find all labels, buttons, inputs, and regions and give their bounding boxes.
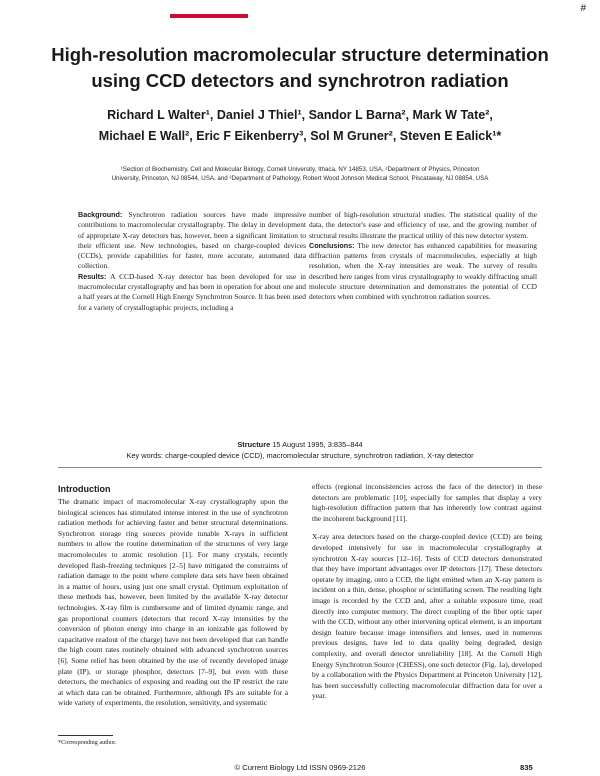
header-accent-bar — [170, 14, 248, 18]
abstract-conclusions-label: Conclusions: — [309, 240, 355, 250]
author-line-2: Michael E Wall², Eric F Eikenberry³, Sol M Gruner², Steven E Ealick¹* — [98, 129, 502, 143]
abstract-results-text: A CCD-based X-ray detector has been developed for use in macromolecular crystallography and has been in operation for about one and a half years at the Cornell High Energy Synchrotron Source. It has been used for a variety of crystallographic projects, including a — [78, 271, 306, 312]
introduction-heading: Introduction — [58, 484, 111, 494]
section-divider — [58, 467, 542, 468]
keywords-line: Key words: charge-coupled device (CCD), macromolecular structure, synchrotron radiation, X-ray detector — [126, 451, 474, 460]
affiliation-line-1: ¹Section of Biochemistry, Cell and Molecular Biology, Cornell University, Ithaca, NY 14853, USA, ²Department of Physics, Princeton — [120, 166, 480, 173]
author-list — [30, 105, 570, 147]
author-line-1: Richard L Walter¹, Daniel J Thiel¹, Sandor L Barna², Mark W Tate², — [107, 108, 493, 122]
title-line-2: using CCD detectors and synchrotron radiation — [91, 70, 509, 91]
intro-paragraph-1: The dramatic impact of macromolecular X-ray crystallography upon the biological sciences has stimulated intense interest in the use of synchrotron radiation methods for achieving faster and better structural determinations. Synchrotron storage ring sources provide tunable X-rays in sufficient numbers to allow the routine determination of the structures of very large macromolecules to atomic resolution [1]. For many crystals, recently developed flash-freezing techniques [2–5] have mitigated the constraints of radiation damage to the point where complete data sets have been obtained in a matter of hours, using just one small crystal. Optimum exploitation of these methods has, however, been limited by the available X-ray detector technologies. X-ray film is cumbersome and of limited dynamic range, and gas proportional counters (detectors that record X-ray intensities by the conversion of photon energy into charge in an ionizable gas followed by capacitative readout of the charge) have not been developed that can handle the high count rates routinely obtained with advanced synchrotron sources [6]. Some relief has been obtained by the use of recently developed image plate (IP), or storage phosphor, detectors [7–9], but even with these detectors, the mechanics of exposing and reading out the IP restrict the rate at which data can be obtained. Furthermore, although IPs are suitable for a wide variety of experiments, the resolution, sensitivity, and systematic — [58, 497, 288, 708]
abstract-results-label: Results: — [78, 271, 107, 281]
footnote-rule — [58, 735, 113, 736]
title-line-1: High-resolution macromolecular structure determination — [51, 44, 549, 65]
article-title — [30, 42, 570, 94]
abstract-background-text: Synchrotron radiation sources have made impressive contributions to macromolecular crystallography. The delay in development of appropriate X-ray detectors has, however, been a significant limitation to their efficient use. New technologies, based on charge-coupled devices (CCDs), provide capabilities for faster, more accurate, automated data collection. — [78, 210, 306, 271]
abstract-left-column — [78, 210, 306, 313]
affiliations — [58, 165, 542, 183]
corner-mark: # — [580, 3, 586, 14]
citation-details: 15 August 1995, 3:835–844 — [272, 440, 363, 449]
abstract-right-column — [309, 210, 537, 303]
citation-journal: Structure — [237, 440, 271, 449]
affiliation-line-2: University, Princeton, NJ 08544, USA, and ³Department of Pathology, Robert Wood Johnson Medical School, Piscataway, NJ 08854, USA — [111, 175, 489, 182]
journal-footer: © Current Biology Ltd ISSN 0969-2126 — [234, 763, 366, 772]
body-left-column — [58, 497, 288, 709]
intro-paragraph-2: effects (regional inconsistencies across the face of the detector) in these detectors are problematic [10], especially for samples that display a very high-resolution diffraction pattern that has inherently low contrast against the incoherent background [11]. — [312, 482, 542, 523]
corresponding-author-footnote: *Corresponding author. — [58, 739, 117, 746]
abstract-background-label: Background: — [78, 210, 123, 219]
page-number: 835 — [520, 763, 533, 772]
citation-line — [0, 440, 600, 450]
body-right-column — [312, 482, 542, 702]
intro-paragraph-3: X-ray area detectors based on the charge-coupled device (CCD) are being developed intensively for use in macromolecular crystallography at synchrotron X-ray sources [12–16]. Tests of CCD detectors demonstrated that they have important advantages over IP detectors [17]. These detectors operate by imaging, onto a CCD, the light emitted when an X-ray pattern is incident on a thin, dense, phosphor or scintillating screen. The resulting light image is recorded by the CCD and, after a suitable exposure time, read directly into computer memory. The direct coupling of the fiber optic taper with the CCD, without any other intervening optical element, is an important design feature because image intensifiers and lenses, used in numerous previous designs, have led to data quality being degraded, design complexity, and overall detector unreliability [18]. At the Cornell High Energy Synchrotron Source (CHESS), one such detector (Fig. 1a), developed by a collaboration with the Physics Department at Princeton University [12], has been successfully collecting macromolecular diffraction data for over a year. — [312, 532, 542, 701]
abstract-conclusions-text: The new detector has enhanced capabilities for measuring diffraction patterns from crystals of macromolecules, especially at high resolution, when the X-ray intensities are weak. The survey of results described here ranges from virus crystallography to weakly diffracting small molecule structure determination and demonstrates the potential of CCD detectors when combined with synchrotron radiation sources. — [309, 240, 537, 302]
abstract-results-continued: number of high-resolution structural studies. The statistical quality of the data, the detector's ease and efficiency of use, and the growing number of structural results illustrate the practical utility of this new detector system. — [309, 210, 537, 240]
